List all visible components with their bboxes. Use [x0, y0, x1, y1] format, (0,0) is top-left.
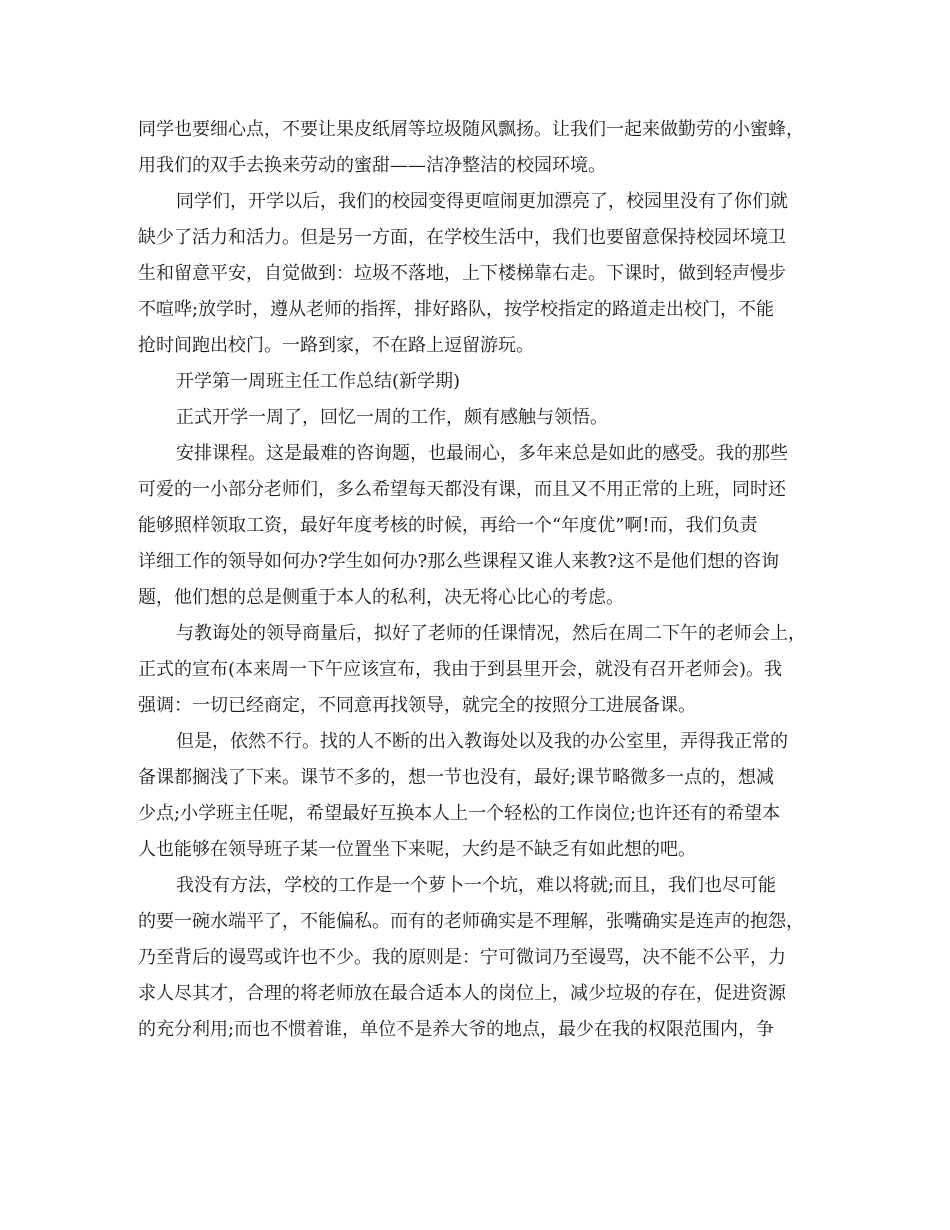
text-line: 详细工作的领导如何办?学生如何办?那么些课程又谁人来教?这不是他们想的咨询: [138, 551, 779, 572]
text-line: 人也能够在领导班子某一位置坐下来呢，大约是不缺乏有如此想的吧。: [138, 839, 696, 860]
text-line: 生和留意平安，自觉做到：垃圾不落地，上下楼梯靠右走。下课时，做到轻声慢步: [138, 263, 786, 284]
text-line: 的充分利用;而也不惯着谁，单位不是养大爷的地点，最少在我的权限范围内，争: [138, 1019, 775, 1040]
text-line: 抢时间跑出校门。一路到家，不在路上逗留游玩。: [138, 335, 534, 356]
text-line: 我没有方法，学校的工作是一个萝卜一个坑，难以将就;而且，我们也尽可能: [176, 875, 777, 896]
text-line: 能够照样领取工资，最好年度考核的时候，再给一个“年度优”啊!而，我们负责: [138, 515, 758, 536]
text-line: 同学们，开学以后，我们的校园变得更喧闹更加漂亮了，校园里没有了你们就: [176, 191, 788, 212]
text-line: 少点;小学班主任呢，希望最好互换本人上一个轻松的工作岗位;也许还有的希望本: [138, 803, 781, 824]
text-line: 但是，依然不行。找的人不断的出入教诲处以及我的办公室里，弄得我正常的: [176, 731, 788, 752]
text-line: 求人尽其才，合理的将老师放在最合适本人的岗位上，减少垃圾的存在，促进资源: [138, 983, 786, 1004]
text-line: 安排课程。这是最难的咨询题，也最闹心，多年来总是如此的感受。我的那些: [176, 443, 788, 464]
text-line: 正式的宣布(本来周一下午应该宣布，我由于到县里开会，就没有召开老师会)。我: [138, 659, 783, 680]
text-line: 用我们的双手去换来劳动的蜜甜——洁净整洁的校园环境。: [138, 155, 606, 176]
section-heading: 开学第一周班主任工作总结(新学期): [176, 371, 461, 392]
text-line: 与教诲处的领导商量后，拟好了老师的任课情况，然后在周二下午的老师会上，: [176, 623, 806, 644]
text-line: 正式开学一周了，回忆一周的工作，颇有感触与领悟。: [176, 407, 608, 428]
text-line: 乃至背后的谩骂或许也不少。我的原则是：宁可微词乃至谩骂，决不能不公平，力: [138, 947, 786, 968]
text-line: 题，他们想的总是侧重于本人的私利，决无将心比心的考虑。: [138, 587, 624, 608]
text-line: 的要一碗水端平了，不能偏私。而有的老师确实是不理解，张嘴确实是连声的抱怨，: [138, 911, 804, 932]
text-line: 可爱的一小部分老师们，多么希望每天都没有课，而且又不用正常的上班，同时还: [138, 479, 786, 500]
text-line: 同学也要细心点，不要让果皮纸屑等垃圾随风飘扬。让我们一起来做勤劳的小蜜蜂，: [138, 119, 804, 140]
text-line: 不喧哗;放学时，遵从老师的指挥，排好路队，按学校指定的路道走出校门，不能: [138, 299, 775, 320]
text-line: 强调：一切已经商定，不同意再找领导，就完全的按照分工进展备课。: [138, 695, 696, 716]
text-line: 备课都搁浅了下来。课节不多的，想一节也没有，最好;课节略微多一点的，想减: [138, 767, 775, 788]
text-line: 缺少了活力和活力。但是另一方面，在学校生活中，我们也要留意保持校园坏境卫: [138, 227, 786, 248]
